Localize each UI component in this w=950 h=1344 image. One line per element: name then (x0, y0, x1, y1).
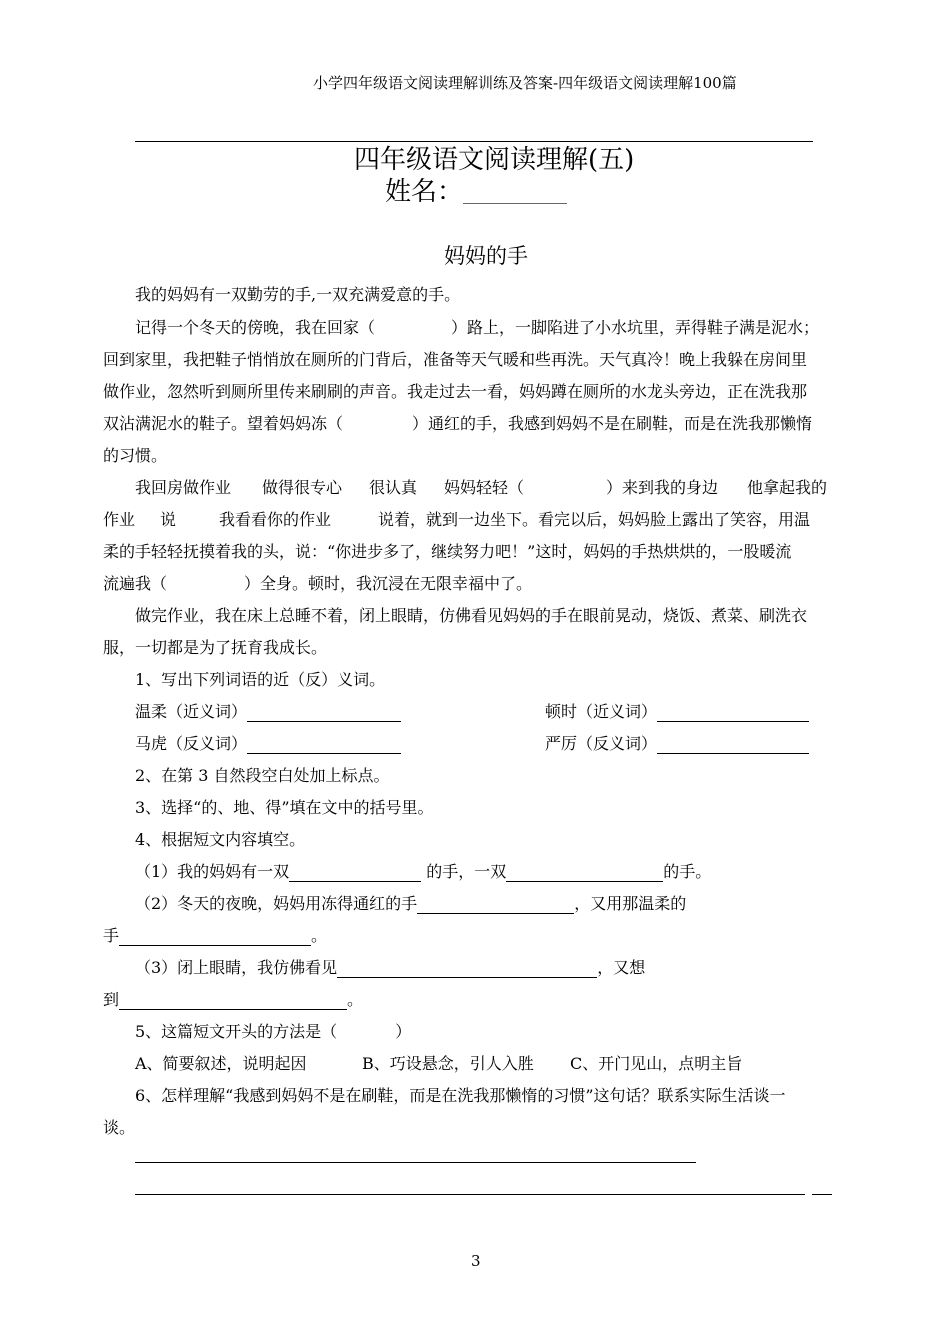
question-4-item-3-text-a: （3）闭上眼睛，我仿佛看见 (135, 958, 338, 977)
answer-blank[interactable] (247, 737, 401, 754)
paragraph-2-line-1a: 记得一个冬天的傍晚，我在回家（ (135, 318, 376, 337)
question-4-item-2-text-d: 。 (311, 926, 328, 945)
question-2: 2、在第 3 自然段空白处加上标点。 (135, 766, 390, 785)
question-4-item-2-text-c: 手 (103, 926, 120, 945)
paragraph-1: 我的妈妈有一双勤劳的手,一双充满爱意的手。 (135, 285, 461, 304)
question-4-item-3-cont (103, 990, 363, 1010)
question-1-item-c (135, 734, 401, 754)
paragraph-2-line-4b: ）通红的手，我感到妈妈不是在刷鞋，而是在洗我那懒惰 (412, 414, 813, 433)
paragraph-2-line-1b: ）路上，一脚陷进了小水坑里，弄得鞋子满是泥水； (451, 318, 820, 337)
question-5-option-c: C、开门见山，点明主旨 (570, 1054, 743, 1073)
question-5-option-a: A、简要叙述，说明起因 (135, 1054, 307, 1073)
question-4-item-3-text-c: 到 (103, 990, 120, 1009)
paragraph-3-line-1a: 我回房做作业 (135, 478, 232, 497)
answer-blank[interactable] (657, 737, 809, 754)
question-5-close: ） (395, 1022, 412, 1041)
question-1-item-b (545, 702, 809, 722)
question-1-item-b-label: 顿时（近义词） (545, 702, 658, 721)
question-1-item-d-label: 严厉（反义词） (545, 734, 658, 753)
answer-blank[interactable] (119, 993, 347, 1010)
paragraph-3-line-3: 柔的手轻轻抚摸着我的头，说：“你进步多了，继续努力吧！”这时，妈妈的手热烘烘的，一股暖流 (103, 542, 792, 561)
paragraph-2-line-2: 回到家里，我把鞋子悄悄放在厕所的门背后，准备等天气暖和些再洗。天气真冷！晚上我躲在房间里 (103, 350, 808, 369)
paragraph-2-line-4a: 双沾满泥水的鞋子。望着妈妈冻（ (103, 414, 344, 433)
question-1: 1、写出下列词语的近（反）义词。 (135, 670, 386, 689)
answer-blank[interactable] (247, 705, 401, 722)
question-4-item-3 (135, 958, 645, 978)
question-6-line-2: 谈。 (103, 1118, 136, 1137)
question-4-item-2 (135, 894, 686, 914)
paragraph-3-line-1b: 做得很专心 (262, 478, 343, 497)
answer-blank[interactable] (506, 865, 663, 882)
question-4-item-1-text-a: （1）我的妈妈有一双 (135, 862, 290, 881)
paragraph-3-line-2d: 说着，就到一边坐下。看完以后，妈妈脸上露出了笑容，用温 (378, 510, 811, 529)
question-5-text: 5、这篇短文开头的方法是（ (135, 1022, 338, 1041)
paragraph-3-line-4a: 流遍我（ (103, 574, 168, 593)
paragraph-3-line-1f: 他拿起我的 (747, 478, 828, 497)
answer-line-tail (812, 1194, 832, 1195)
name-blank[interactable]: _____________ (463, 185, 568, 204)
question-5 (135, 1022, 411, 1042)
question-4-item-2-text-a: （2）冬天的夜晚，妈妈用冻得通红的手 (135, 894, 418, 913)
answer-blank[interactable] (337, 961, 597, 978)
paragraph-4-line-1: 做完作业，我在床上总睡不着，闭上眼睛，仿佛看见妈妈的手在眼前晃动，烧饭、煮菜、刷洗衣 (135, 606, 808, 625)
answer-line[interactable] (135, 1162, 696, 1163)
answer-blank[interactable] (417, 897, 574, 914)
question-4-item-1-text-c: 的手。 (663, 862, 712, 881)
paragraph-3-line-2c: 我看看你的作业 (219, 510, 332, 529)
page-number: 3 (471, 1252, 481, 1270)
paragraph-3-line-2a: 作业 (103, 510, 136, 529)
question-4-item-3-text-d: 。 (347, 990, 364, 1009)
question-3: 3、选择“的、地、得”填在文中的括号里。 (135, 798, 434, 817)
paragraph-2-line-3: 做作业，忽然听到厕所里传来刷刷的声音。我走过去一看，妈妈蹲在厕所的水龙头旁边，正在洗我那 (103, 382, 808, 401)
question-4-item-1 (135, 862, 711, 882)
title-rule (135, 141, 813, 142)
question-4-item-2-cont (103, 926, 327, 946)
paragraph-2-line-5: 的习惯。 (103, 446, 168, 465)
question-4-item-1-text-b: 的手，一双 (426, 862, 507, 881)
passage-title: 妈妈的手 (444, 244, 528, 268)
question-6-line-1: 6、怎样理解“我感到妈妈不是在刷鞋，而是在洗我那懒惰的习惯”这句话？联系实际生活谈一 (135, 1086, 786, 1105)
question-1-item-a-label: 温柔（近义词） (135, 702, 248, 721)
paragraph-3-line-1c: 很认真 (369, 478, 418, 497)
name-label: 姓名： (385, 177, 464, 207)
question-1-item-d (545, 734, 809, 754)
name-field (385, 176, 567, 211)
paragraph-3-line-1e: ）来到我的身边 (606, 478, 719, 497)
question-1-item-a (135, 702, 401, 722)
question-1-item-c-label: 马虎（反义词） (135, 734, 248, 753)
question-4-item-3-text-b: ，又想 (597, 958, 646, 977)
answer-blank[interactable] (289, 865, 421, 882)
answer-blank[interactable] (657, 705, 809, 722)
page-title: 四年级语文阅读理解(五) (354, 145, 635, 175)
answer-blank[interactable] (119, 929, 311, 946)
paragraph-3-line-1d: 妈妈轻轻（ (444, 478, 525, 497)
question-4-item-2-text-b: ，又用那温柔的 (574, 894, 687, 913)
answer-line[interactable] (135, 1194, 805, 1195)
question-4: 4、根据短文内容填空。 (135, 830, 306, 849)
paragraph-4-line-2: 服，一切都是为了抚育我成长。 (103, 638, 328, 657)
paragraph-3-line-2b: 说 (160, 510, 177, 529)
question-5-option-b: B、巧设悬念，引人入胜 (362, 1054, 534, 1073)
paragraph-3-line-4b: ）全身。顿时，我沉浸在无限幸福中了。 (244, 574, 533, 593)
page-header: 小学四年级语文阅读理解训练及答案-四年级语文阅读理解100篇 (313, 74, 737, 92)
